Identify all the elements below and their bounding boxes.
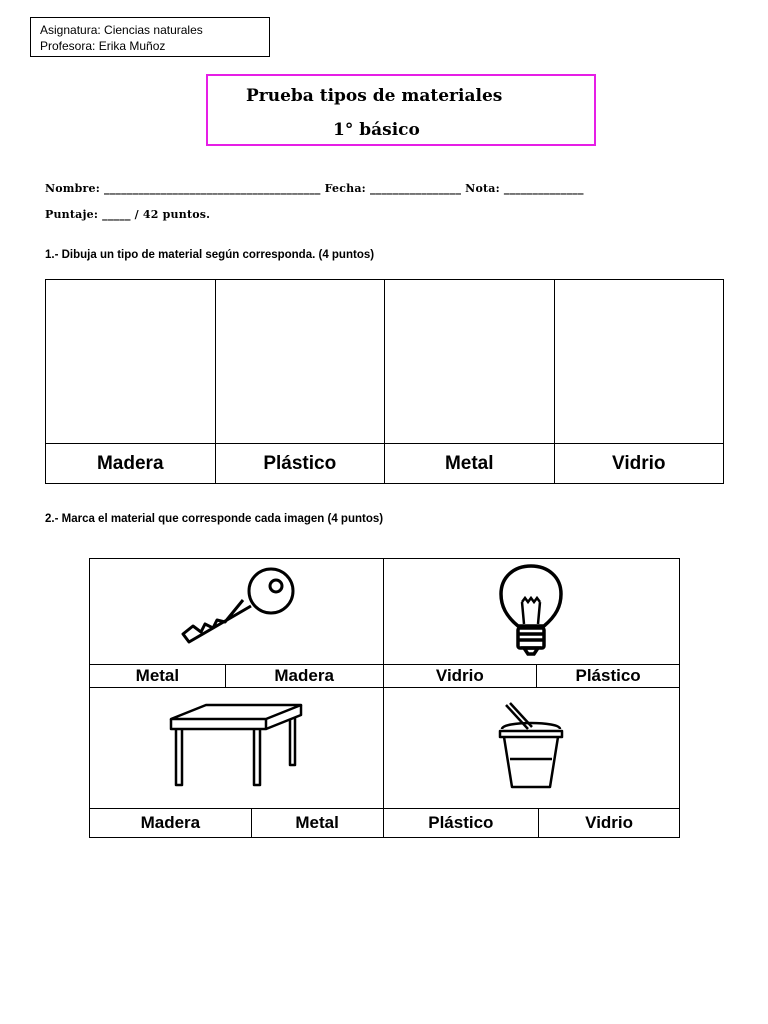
image-cell-cup [383,688,680,809]
info-box [30,17,270,57]
key-icon [171,564,301,654]
name-date-grade-line: Nombre: ______________________________________ Fecha: ________________ Nota: ______________ [45,182,584,195]
grade-label: 1° básico [333,120,420,140]
table-icon [166,701,306,791]
option-madera-table[interactable]: Madera [90,809,252,838]
image-cell-table [90,688,384,809]
drawing-cell-madera[interactable] [46,280,216,444]
teacher-label: Profesora: Erika Muñoz [40,39,166,53]
option-plastico-bulb[interactable]: Plástico [537,665,680,688]
score-line: Puntaje: _____ / 42 puntos. [45,208,211,221]
matching-table [89,558,680,838]
title-box [206,74,596,146]
material-label-vidrio: Vidrio [554,444,724,484]
lightbulb-icon [496,562,566,657]
image-cell-lightbulb [383,559,680,665]
option-plastico-cup[interactable]: Plástico [383,809,539,838]
option-madera-key[interactable]: Madera [225,665,383,688]
material-label-plastico: Plástico [215,444,385,484]
drawing-table [45,279,724,484]
subject-label: Asignatura: Ciencias naturales [40,23,203,37]
image-cell-key [90,559,384,665]
option-vidrio-bulb[interactable]: Vidrio [383,665,537,688]
drawing-cell-metal[interactable] [385,280,555,444]
drawing-cell-plastico[interactable] [215,280,385,444]
question-1-text: 1.- Dibuja un tipo de material según corresponda. (4 puntos) [45,249,375,261]
option-metal-key[interactable]: Metal [90,665,226,688]
question-2-text: 2.- Marca el material que corresponde cada imagen (4 puntos) [45,513,384,525]
page-title: Prueba tipos de materiales [246,86,503,106]
option-metal-table[interactable]: Metal [251,809,383,838]
option-vidrio-cup[interactable]: Vidrio [539,809,680,838]
drawing-cell-vidrio[interactable] [554,280,724,444]
cup-icon [486,701,576,791]
material-label-madera: Madera [46,444,216,484]
material-label-metal: Metal [385,444,555,484]
